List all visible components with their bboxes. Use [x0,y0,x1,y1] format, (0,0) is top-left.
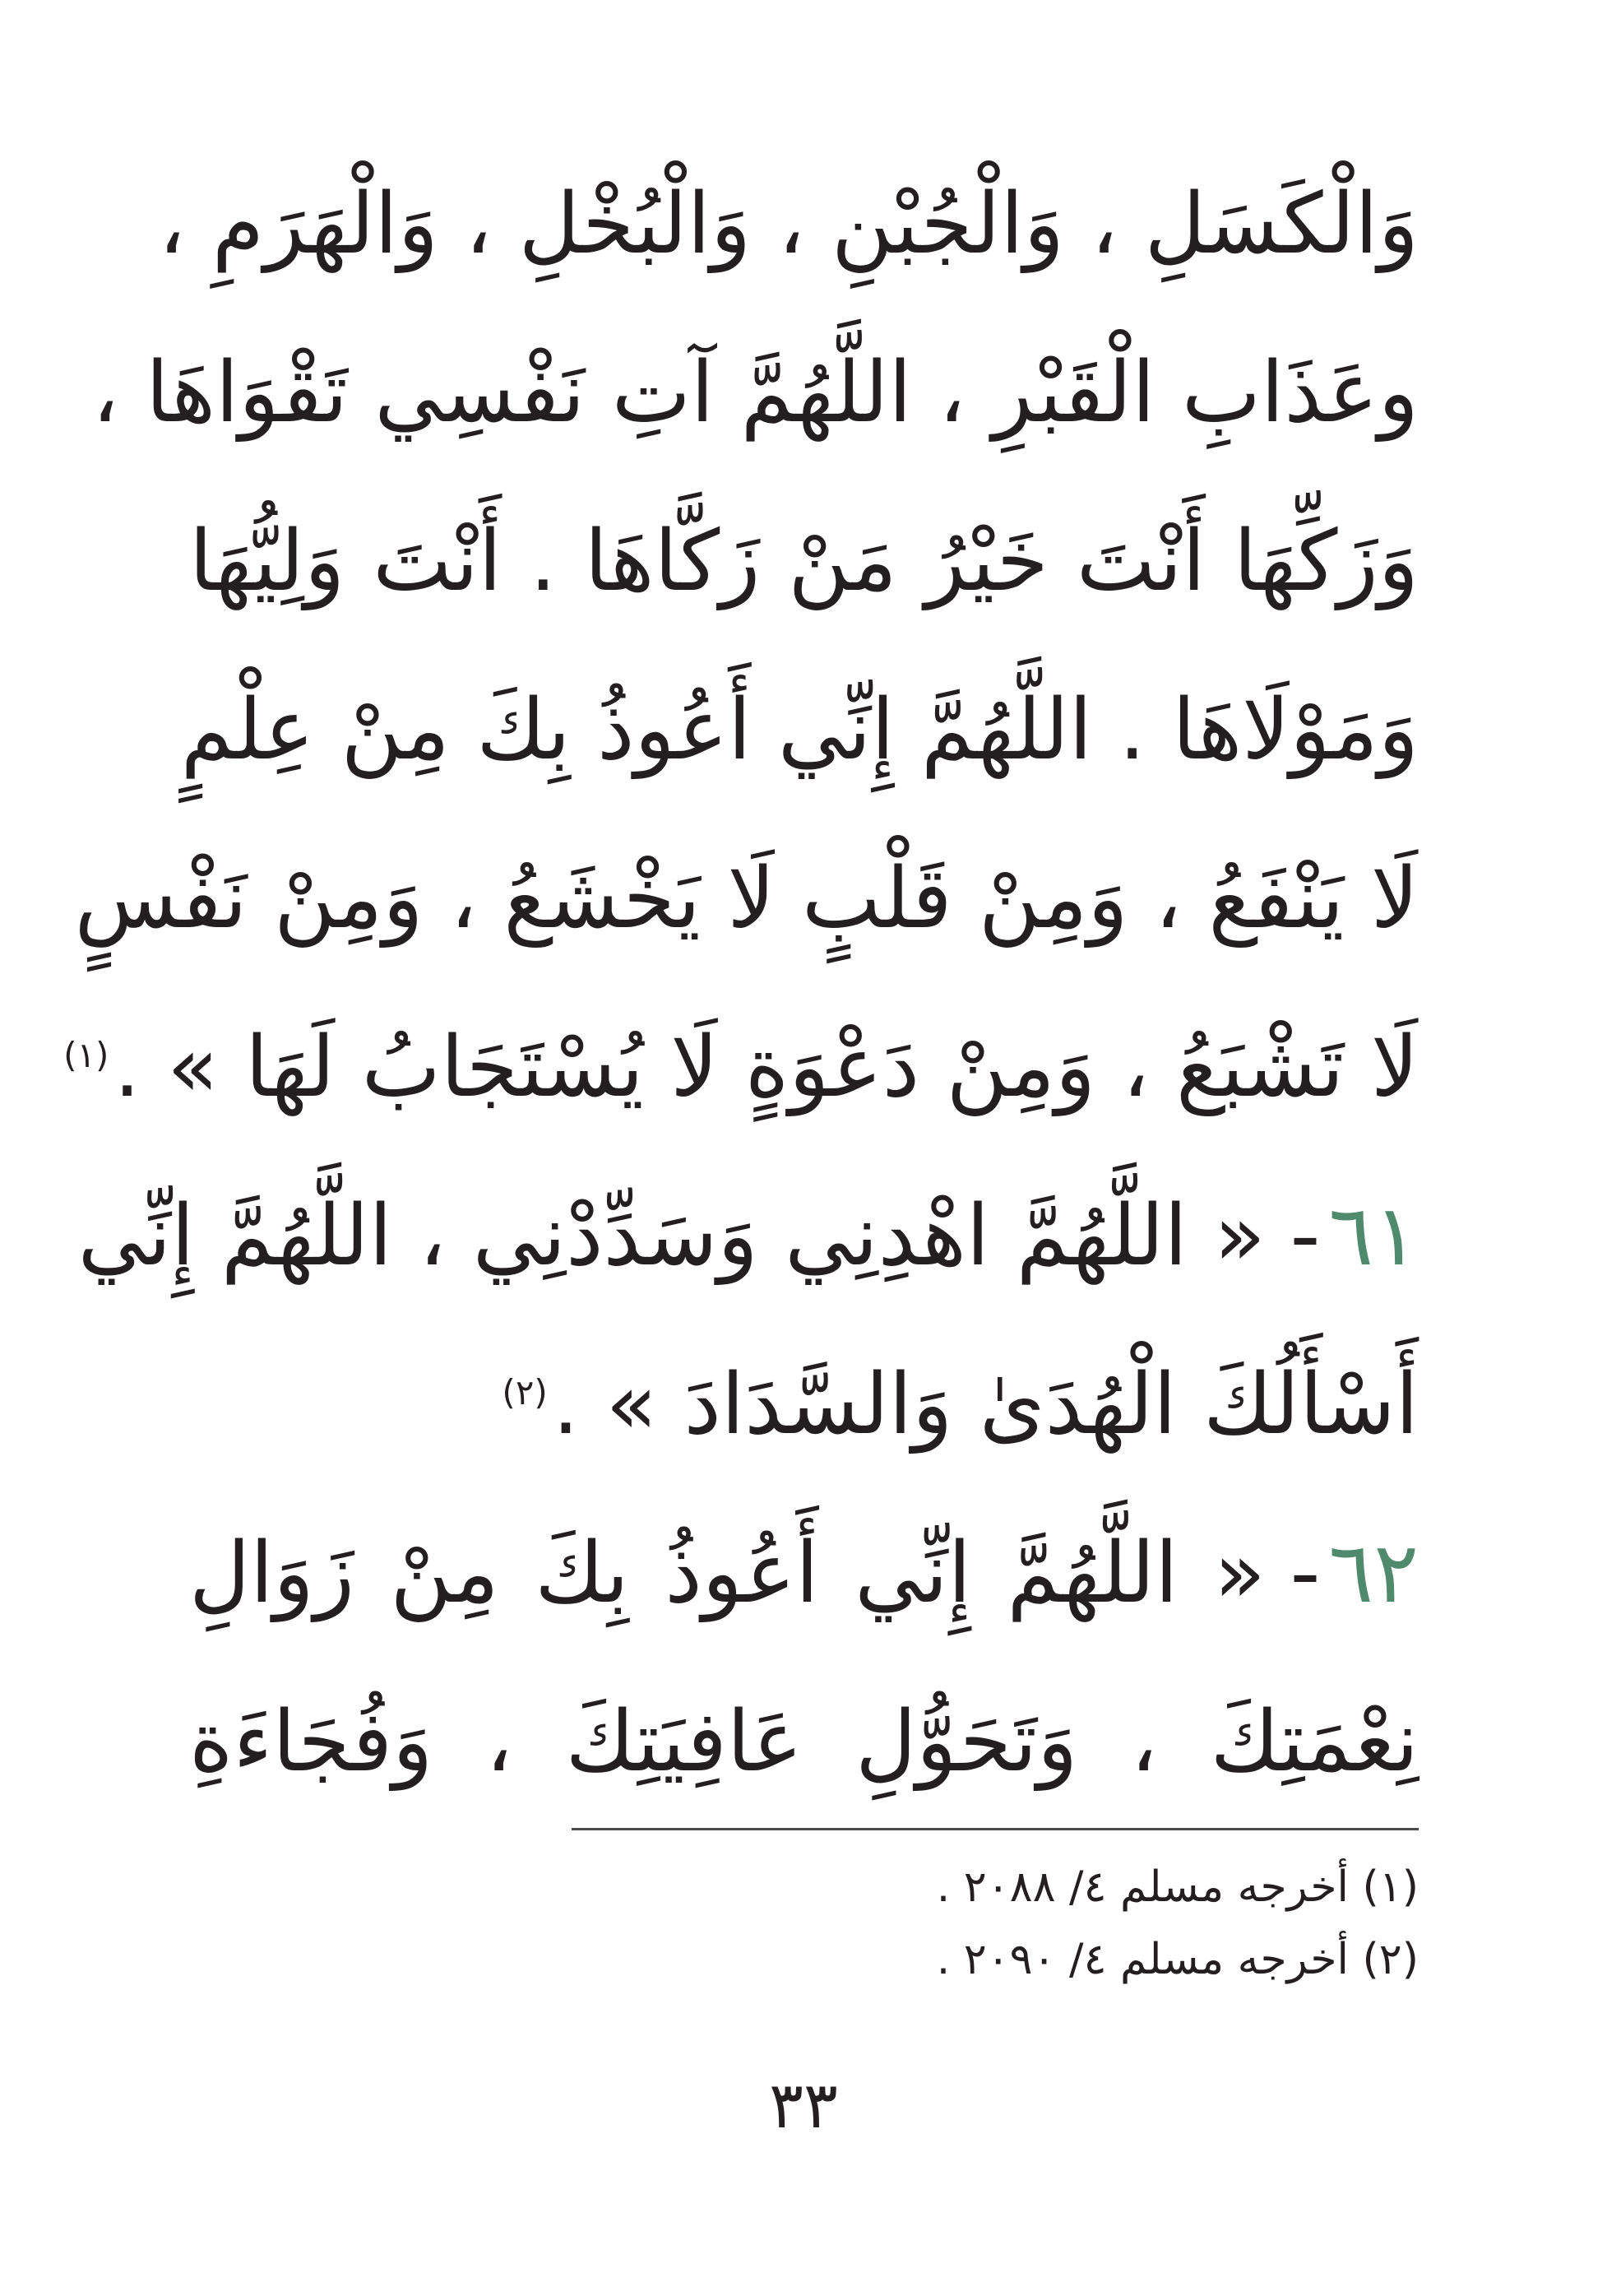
text-line [189,1658,1419,1826]
line-text: لَا يَنْفَعُ ، وَمِنْ قَلْبٍ لَا يَخْشَعُ ، وَمِنْ نَفْسٍ [74,850,1419,948]
text-line [91,308,1419,477]
line-text: « اللَّهُمَّ إِنِّي أَعُوذُ بِكَ مِنْ زَوَالِ [189,1524,1266,1622]
line-text: نِعْمَتِكَ ، وَتَحَوُّلِ عَافِيَتِكَ ، وَفُجَاءَةِ [189,1693,1419,1791]
hadith-61-line [77,1152,1419,1320]
text-line [158,140,1419,308]
footnote-divider [572,1828,1419,1830]
hadith-dash: - [1290,1524,1321,1622]
footnote: (١) أخرجه مسلم ٤/ ٢٠٨٨ . [936,1862,1419,1912]
text-line [180,646,1419,814]
text-line [74,814,1419,983]
line-text: « اللَّهُمَّ اهْدِنِي وَسَدِّدْنِي ، اللَّهُمَّ إِنِّي [77,1187,1266,1285]
hadith-62-line [189,1489,1419,1658]
footnote-reference: (١) [63,1035,109,1075]
line-text: وعَذَابِ الْقَبْرِ ، اللَّهُمَّ آتِ نَفْسِي تَقْوَاهَا ، [91,344,1419,442]
line-text: أَسْأَلُكَ الْهُدَىٰ وَالسَّدَادَ » . [552,1356,1419,1454]
footnote: (٢) أخرجه مسلم ٤/ ٢٠٩٠ . [936,1935,1419,1984]
text-line [189,477,1419,646]
line-text: وَالْكَسَلِ ، وَالْجُبْنِ ، وَالْبُخْلِ ، وَالْهَرَمِ ، [158,175,1419,273]
footnotes [572,1851,1419,1996]
line-text: لَا تَشْبَعُ ، وَمِنْ دَعْوَةٍ لَا يُسْتَجَابُ لَهَا » . [113,1018,1419,1116]
page-number: ٣٣ [769,2069,838,2143]
line-text: وَزَكِّهَا أَنْتَ خَيْرُ مَنْ زَكَّاهَا . أَنْتَ وَلِيُّهَا [189,513,1419,610]
line-text: وَمَوْلَاهَا . اللَّهُمَّ إِنِّي أَعُوذُ بِكَ مِنْ عِلْمٍ [180,681,1419,779]
text-line [63,983,1419,1152]
hadith-number: ٦٢ [1328,1524,1419,1622]
text-line [189,1320,1419,1489]
hadith-number: ٦١ [1328,1187,1419,1285]
footnote-reference: (٢) [502,1372,548,1412]
hadith-dash: - [1290,1187,1321,1285]
main-text [63,140,1419,1826]
